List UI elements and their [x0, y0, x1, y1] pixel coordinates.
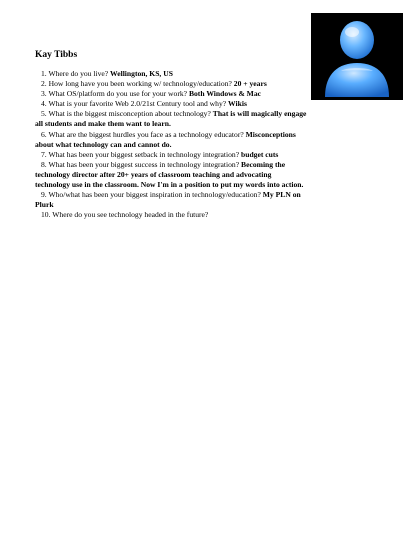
answer-text: Wikis	[228, 99, 247, 109]
answer-text: 20 + years	[233, 79, 267, 89]
question-text: What has been your biggest success in technology integration?	[48, 159, 240, 169]
question-number: 9.	[41, 190, 47, 200]
question-number: 6.	[41, 129, 47, 139]
list-item	[35, 190, 307, 210]
list-item	[35, 99, 307, 109]
list-item	[35, 160, 307, 190]
question-text: Who/what has been your biggest inspiration in technology/education?	[48, 190, 261, 200]
question-text: Where do you live?	[48, 69, 109, 78]
question-text: What has been your biggest setback in technology integration?	[48, 149, 240, 159]
list-item	[35, 109, 307, 129]
question-number: 4.	[41, 99, 47, 109]
list-item	[35, 69, 307, 79]
question-text: Where do you see technology headed in the future?	[52, 210, 209, 220]
question-text: What is the biggest misconception about technology?	[48, 109, 211, 119]
answer-text: That is will magically engage all students and make them want to learn.	[35, 109, 307, 129]
question-number: 7.	[41, 149, 47, 159]
list-item	[35, 130, 307, 150]
answer-text: Wellington, KS, US	[110, 69, 173, 78]
list-item	[35, 89, 307, 99]
question-number: 2.	[41, 79, 47, 89]
list-item	[35, 79, 307, 89]
question-text: What OS/platform do you use for your work?	[48, 89, 188, 99]
question-text: What are the biggest hurdles you face as a technology educator?	[48, 129, 244, 139]
answer-text: Becoming the technology director after 20+ years of classroom teaching and advocating technology use in the classroom. Now I'm in a position to put my words into action.	[35, 159, 304, 190]
page-title: Kay Tibbs	[35, 50, 78, 60]
question-list	[35, 69, 307, 220]
question-number: 1.	[41, 69, 47, 78]
question-number: 5.	[41, 109, 47, 119]
question-number: 10.	[41, 210, 51, 220]
answer-text: budget cuts	[241, 149, 279, 159]
question-number: 8.	[41, 159, 47, 169]
list-item	[35, 150, 307, 160]
question-text: What is your favorite Web 2.0/21st Century tool and why?	[48, 99, 227, 109]
user-silhouette-icon	[311, 13, 403, 100]
list-item	[35, 210, 307, 220]
answer-text: Misconceptions about what technology can and cannot do.	[35, 129, 296, 149]
avatar	[311, 13, 403, 100]
answer-text: Both Windows & Mac	[188, 89, 262, 99]
question-number: 3.	[41, 89, 47, 99]
question-text: How long have you been working w/ technology/education?	[48, 79, 232, 89]
answer-text: My PLN on Plurk	[35, 190, 301, 210]
